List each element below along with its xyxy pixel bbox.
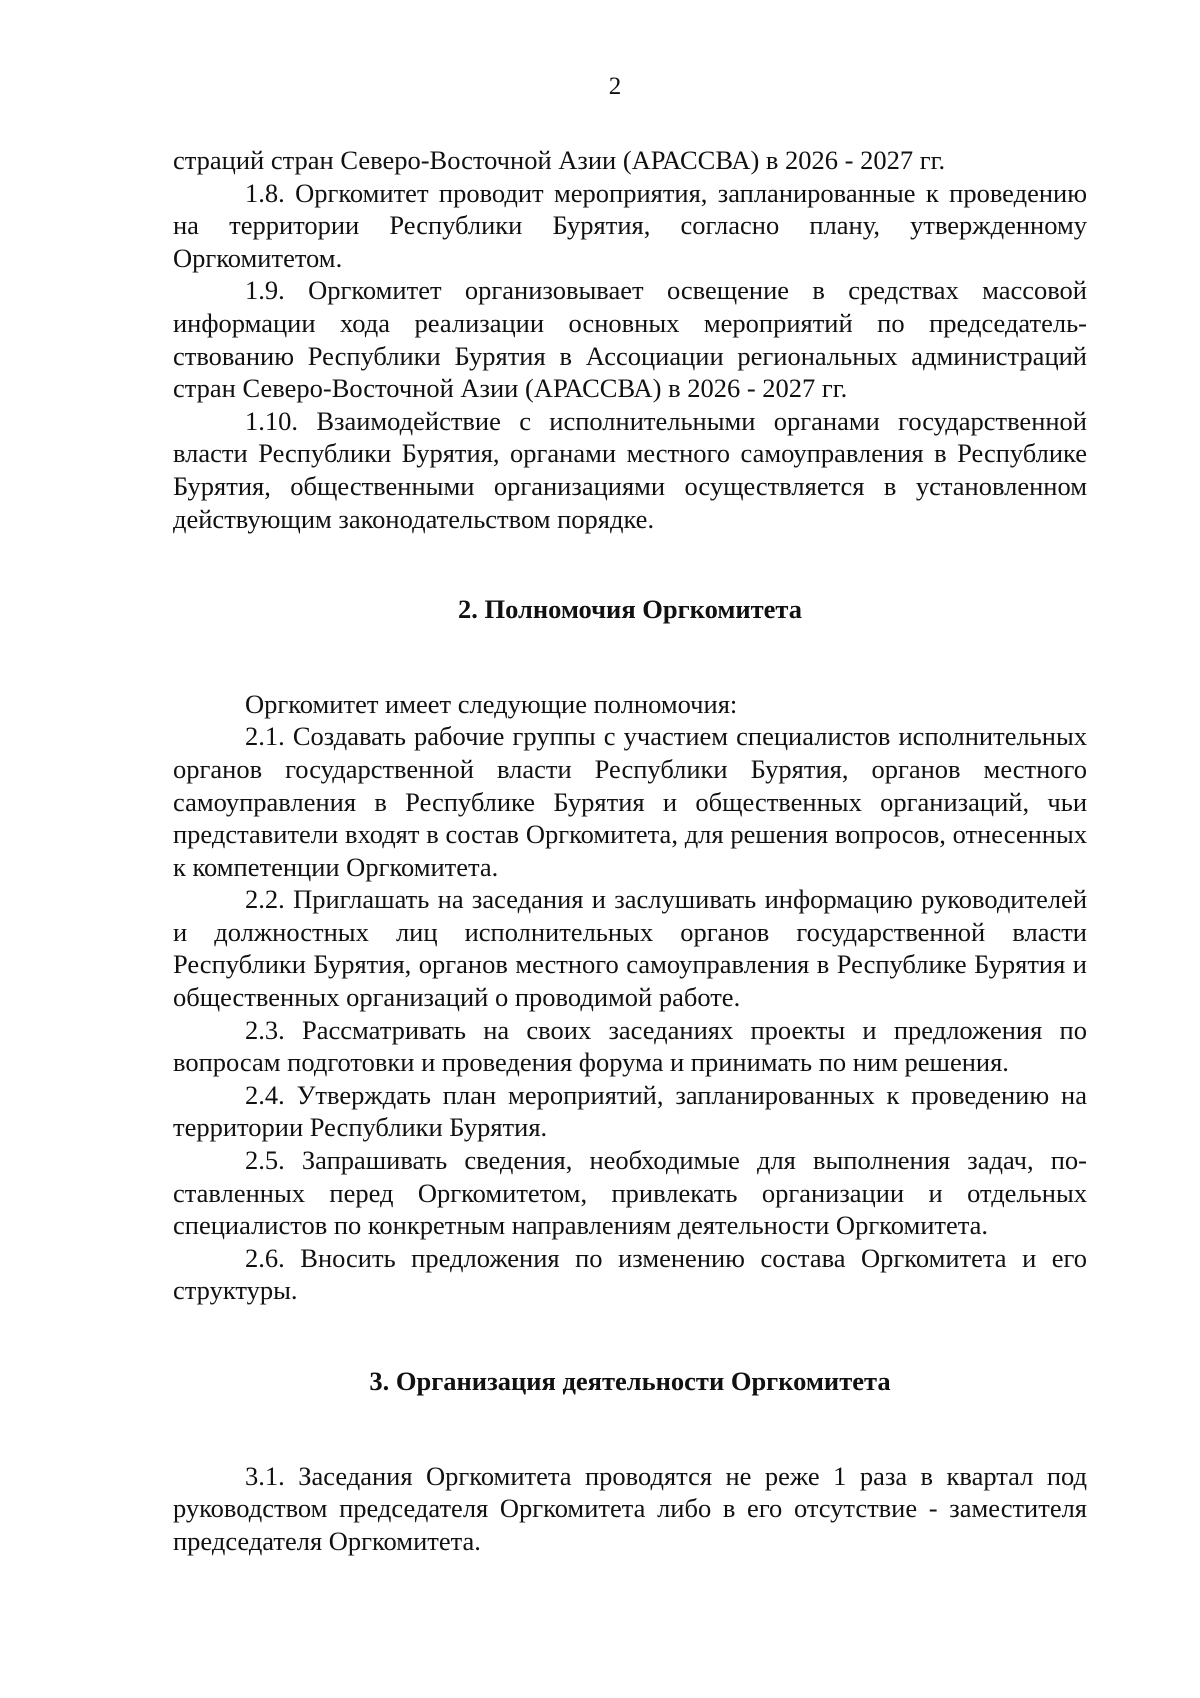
section-3-title: 3. Организация деятельности Оргкомитета <box>369 1366 891 1396</box>
paragraph-2-4: 2.4. Утверждать план мероприятий, запланированных к проведению на территории Республики Бурятия. <box>173 1079 1087 1143</box>
paragraph-continuation: страций стран Северо-Восточной Азии (АРАССВА) в 2026 - 2027 гг. <box>173 145 946 175</box>
paragraph-1-10: 1.10. Взаимодействие с исполнительными органами государственной власти Республики Бурятия, органами местного самоуправления в Республике Бурятия, общественными организациями осуществляется в установленном действующим законодательством порядке. <box>173 405 1087 534</box>
paragraph-2-5: 2.5. Запрашивать сведения, необходимые для выполнения задач, поставленных перед Оргкомитетом, привлекать организации и отдельных специалистов по конкретным направлениям деятельности Оргкомитета. <box>173 1145 1087 1241</box>
document-body <box>173 144 1087 1557</box>
paragraph-2-3: 2.3. Рассматривать на своих заседаниях проекты и предложения по вопросам подготовки и проведения форума и принимать по ним решения. <box>173 1014 1087 1078</box>
paragraph-2-6: 2.6. Вносить предложения по изменению состава Оргкомитета и его структуры. <box>173 1242 1087 1306</box>
page-number: 2 <box>608 73 622 100</box>
paragraph-2-1: 2.1. Создавать рабочие группы с участием специалистов исполнительных органов государственной власти Республики Бурятия, органов местного самоуправления в Республике Бурятия и общественных организаций, чьи представители входят в состав Оргкомитета, для решения вопросов, отнесенных к компетенции Оргкомитета. <box>173 721 1087 882</box>
paragraph-2-2: 2.2. Приглашать на заседания и заслушивать информацию руководителей и должностных лиц исполнительных органов государственной власти Республики Бурятия, органов местного самоуправления в Республике Бурятия и общественных организаций о проводимой работе. <box>173 884 1087 1013</box>
section-2-title: 2. Полномочия Оргкомитета <box>457 594 803 625</box>
paragraph-1-9: 1.9. Оргкомитет организовывает освещение в средствах массовой информации хода реализации основных мероприятий по председательствованию Республики Бурятия в Ассоциации региональных администраций стран Северо-Восточной Азии (АРАССВА) в 2026 - 2027 гг. <box>173 275 1087 404</box>
paragraph-powers-intro: Оргкомитет имеет следующие полномочия: <box>245 688 738 719</box>
paragraph-1-8: 1.8. Оргкомитет проводит мероприятия, запланированные к проведению на территории Республики Бурятия, согласно плану, утвержденному Оргкомитетом. <box>173 177 1087 273</box>
paragraph-3-1: 3.1. Заседания Оргкомитета проводятся не реже 1 раза в квартал под руководством председателя Оргкомитета либо в его отсутствие - заместителя председателя Оргкомитета. <box>173 1460 1087 1556</box>
